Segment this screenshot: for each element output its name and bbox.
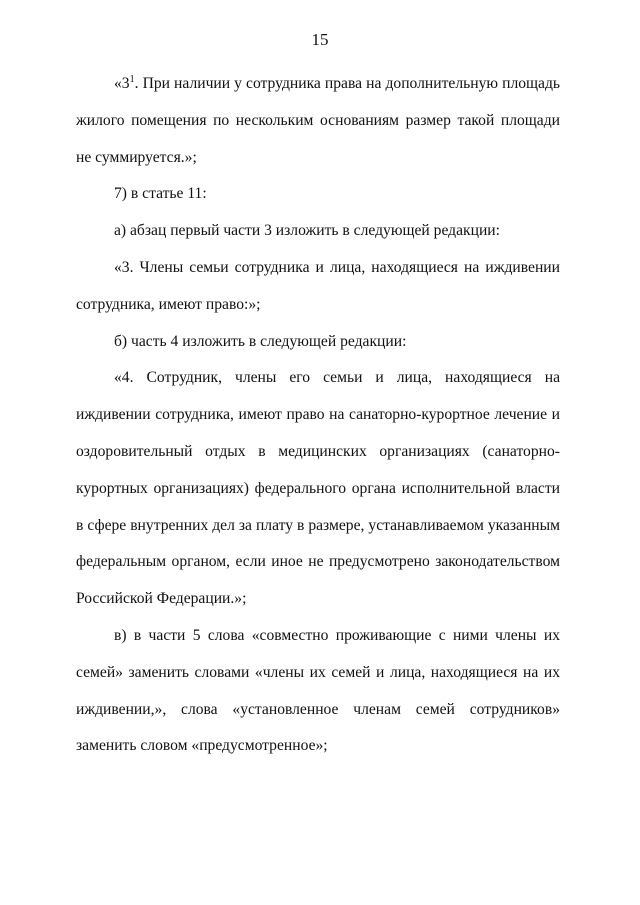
page-number: 15 <box>311 30 329 49</box>
paragraph-quote-3: «3. Члены семьи сотрудника и лица, находящиеся на иждивении сотрудника, имеют право:»; <box>76 258 560 313</box>
paragraph-item-7: 7) в статье 11: <box>114 185 207 203</box>
paragraph-3-1-start: «3 <box>114 75 130 92</box>
paragraph-item-b: б) часть 4 изложить в следующей редакции: <box>114 332 407 350</box>
superscript-1: 1 <box>129 74 135 85</box>
paragraph-quote-4: «4. Сотрудник, члены его семьи и лица, находящиеся на иждивении сотрудника, имеют право на санаторно-курортное лечение и оздоровительный отдых в медицинских организациях (санаторно-курортных организациях) федерального органа исполнительной власти в сфере внутренних дел за плату в размере, устанавливаемом указанным федеральным органом, если иное не предусмотрено законодательством Российской Федерации.»; <box>76 369 560 608</box>
paragraph-3-1 <box>76 62 560 176</box>
paragraph-item-v: в) в части 5 слова «совместно проживающие с ними члены их семей» заменить словами «члены их семей и лица, находящиеся на их иждивении,», слова «установленное членам семей сотрудников» заменить словом «предусмотренное»; <box>76 626 560 755</box>
document-body <box>76 62 560 765</box>
paragraph-item-a: а) абзац первый части 3 изложить в следующей редакции: <box>114 222 500 240</box>
paragraph-3-1-text: . При наличии у сотрудника права на дополнительную площадь жилого помещения по нескольким основаниям размер такой площади не суммируется.»; <box>76 75 560 166</box>
